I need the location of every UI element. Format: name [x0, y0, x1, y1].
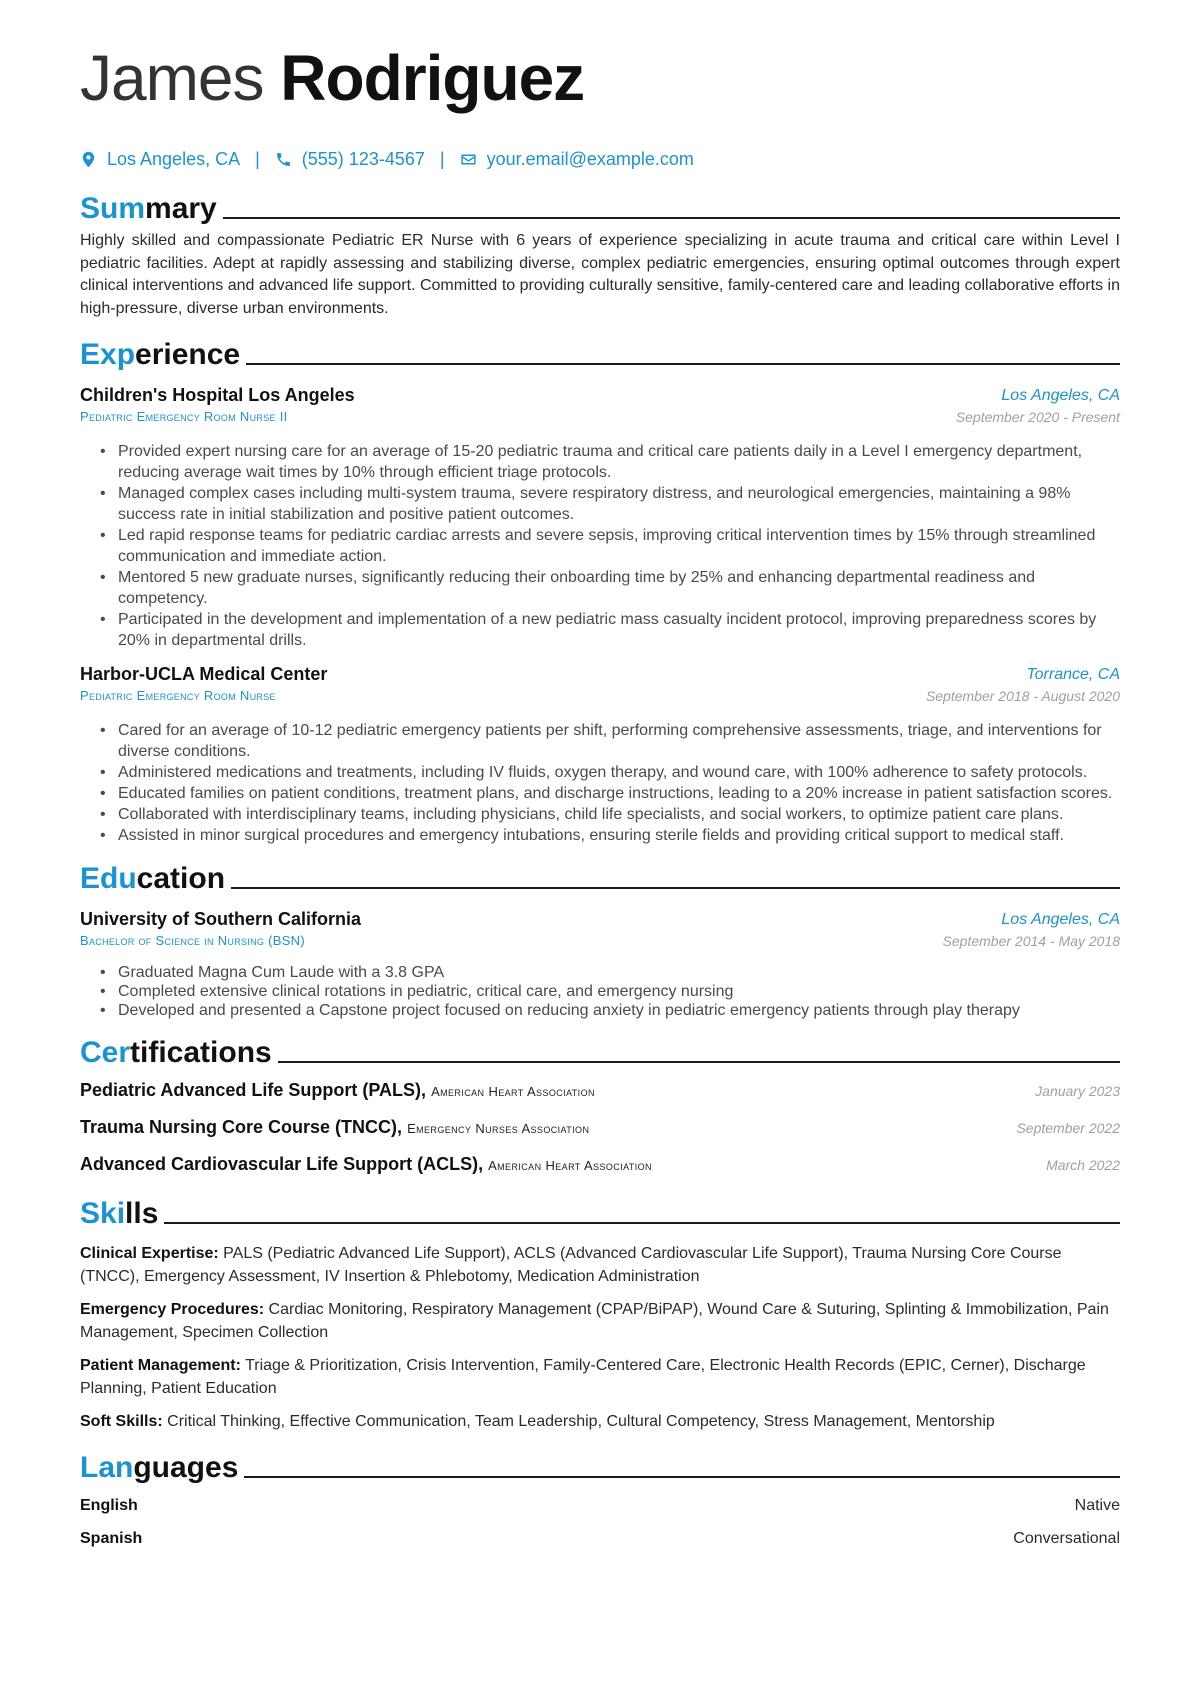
list-item: • Provided expert nursing care for an average of 15-20 pediatric trauma and critical care patients daily in a Level I emergency department, reducing average wait times by 10% through efficient triage protocols.	[100, 441, 1120, 483]
school-location: Los Angeles, CA	[1001, 911, 1120, 928]
location-text: Los Angeles, CA	[107, 148, 241, 169]
summary-text: Highly skilled and compassionate Pediatric ER Nurse with 6 years of experience specializing in acute trauma and critical care within Level I pediatric facilities. Adept at rapidly assessing and stabilizing diverse, complex pediatric emergencies, ensuring optimal outcomes through expert clinical interventions and advanced life support. Committed to providing culturally sensitive, family-centered care and leading collaborative efforts in high-pressure, diverse urban environments.	[80, 232, 1120, 317]
job-bullets	[80, 720, 1120, 846]
degree: Bachelor of Science in Nursing (BSN)	[80, 933, 305, 948]
skill-group-label: Patient Management:	[80, 1357, 241, 1374]
section-title: Summary	[80, 192, 217, 225]
certification-item: Pediatric Advanced Life Support (PALS), American Heart Association January 2023	[80, 1080, 1120, 1100]
section-rule	[164, 1222, 1120, 1224]
first-name: James	[80, 42, 264, 114]
skill-group	[80, 1355, 1120, 1400]
job-title: Pediatric Emergency Room Nurse II	[80, 409, 288, 424]
certification-issuer: American Heart Association	[488, 1158, 652, 1173]
section-title: Languages	[80, 1450, 239, 1484]
map-pin-icon	[80, 151, 97, 168]
skill-group-text: Critical Thinking, Effective Communication, Team Leadership, Cultural Competency, Stress Management, Mentorship	[167, 1413, 995, 1430]
skill-group	[80, 1243, 1120, 1288]
skill-group-label: Emergency Procedures:	[80, 1301, 265, 1318]
certification-name: Pediatric Advanced Life Support (PALS)	[80, 1080, 422, 1100]
education-dates: September 2014 - May 2018	[942, 933, 1120, 949]
certifications-list	[80, 1080, 1120, 1191]
phone-icon	[275, 151, 292, 168]
languages-heading	[80, 1445, 1120, 1485]
last-name: Rodriguez	[280, 42, 585, 114]
list-item: • Led rapid response teams for pediatric cardiac arrests and severe sepsis, improving critical intervention times by 15% through streamlined communication and immediate action.	[100, 525, 1120, 567]
list-item: • Administered medications and treatments, including IV fluids, oxygen therapy, and wound care, with 100% adherence to safety protocols.	[100, 762, 1120, 783]
job-bullets	[80, 441, 1120, 651]
section-rule	[278, 1061, 1120, 1063]
section-title: Skills	[80, 1197, 159, 1230]
skill-group	[80, 1411, 1120, 1434]
email-link[interactable]: your.email@example.com	[486, 148, 694, 169]
phone-text[interactable]: (555) 123-4567	[301, 148, 425, 169]
envelope-icon	[460, 151, 477, 168]
certification-date: March 2022	[1046, 1157, 1120, 1173]
job-entry	[80, 663, 1120, 846]
language-level: Native	[1074, 1496, 1120, 1514]
contact-separator: |	[255, 148, 260, 169]
experience-heading	[80, 332, 1120, 372]
list-item: • Collaborated with interdisciplinary teams, including physicians, child life specialists, and social workers, to optimize patient care plans.	[100, 804, 1120, 825]
list-item: • Mentored 5 new graduate nurses, significantly reducing their onboarding time by 25% and enhancing departmental readiness and competency.	[100, 567, 1120, 609]
skills-list	[80, 1243, 1120, 1434]
list-item: • Completed extensive clinical rotations in pediatric, critical care, and emergency nursing	[100, 982, 1120, 1001]
list-item: • Cared for an average of 10-12 pediatric emergency patients per shift, performing comprehensive assessments, triage, and interventions for diverse conditions.	[100, 720, 1120, 762]
section-rule	[244, 1476, 1120, 1478]
certification-date: September 2022	[1016, 1120, 1120, 1136]
education-heading	[80, 856, 1120, 896]
employer-name: Children's Hospital Los Angeles	[80, 385, 355, 405]
section-title: Certifications	[80, 1036, 272, 1069]
contact-separator: |	[439, 148, 445, 169]
certification-name: Advanced Cardiovascular Life Support (ACLS)	[80, 1154, 479, 1174]
list-item: • Participated in the development and implementation of a new pediatric mass casualty incident protocol, improving preparedness scores by 20% in departmental drills.	[100, 609, 1120, 651]
skill-group	[80, 1299, 1120, 1344]
list-item: • Developed and presented a Capstone project focused on reducing anxiety in pediatric emergency patients through play therapy	[100, 1001, 1120, 1020]
certification-name: Trauma Nursing Core Course (TNCC)	[80, 1117, 398, 1137]
contact-phone[interactable]	[275, 149, 425, 170]
language-level: Conversational	[1013, 1529, 1120, 1547]
certification-item: Advanced Cardiovascular Life Support (ACLS), American Heart Association March 2022	[80, 1154, 1120, 1174]
list-item: • Graduated Magna Cum Laude with a 3.8 GPA	[100, 963, 1120, 982]
list-item: • Educated families on patient conditions, treatment plans, and discharge instructions, leading to a 20% increase in patient satisfaction scores.	[100, 783, 1120, 804]
language-name: English	[80, 1496, 138, 1514]
education-entry	[80, 908, 1120, 1020]
employer-name: Harbor-UCLA Medical Center	[80, 664, 328, 684]
school-name: University of Southern California	[80, 909, 362, 929]
language-row	[80, 1528, 1120, 1561]
job-location: Los Angeles, CA	[1001, 387, 1120, 404]
certification-issuer: American Heart Association	[431, 1084, 595, 1099]
summary-heading	[80, 186, 1120, 226]
job-location: Torrance, CA	[1026, 666, 1120, 683]
job-title: Pediatric Emergency Room Nurse	[80, 688, 276, 703]
section-rule	[246, 363, 1120, 365]
contact-location	[80, 149, 240, 170]
section-title: Experience	[80, 338, 241, 371]
certification-item: Trauma Nursing Core Course (TNCC), Emergency Nurses Association September 2022	[80, 1117, 1120, 1137]
section-title: Education	[80, 862, 226, 895]
skill-group-label: Clinical Expertise:	[80, 1245, 219, 1262]
job-dates: September 2018 - August 2020	[925, 688, 1120, 704]
certification-date: January 2023	[1035, 1083, 1120, 1099]
education-bullets	[80, 963, 1120, 1020]
certifications-heading	[80, 1030, 1120, 1070]
list-item: • Managed complex cases including multi-system trauma, severe respiratory distress, and neurological emergencies, maintaining a 98% success rate in initial stabilization and positive patient outcomes.	[100, 483, 1120, 525]
resume-page	[80, 38, 1120, 1561]
skill-group-text: Cardiac Monitoring, Respiratory Management (CPAP/BiPAP), Wound Care & Suturing, Splinting & Immobilization, Pain Management, Specimen Collection	[80, 1301, 1109, 1341]
section-rule	[231, 887, 1120, 889]
contact-email[interactable]	[460, 149, 694, 170]
language-row	[80, 1495, 1120, 1528]
list-item: • Assisted in minor surgical procedures and emergency intubations, ensuring sterile fields and providing critical support to medical staff.	[100, 825, 1120, 846]
skills-heading	[80, 1191, 1120, 1231]
certification-issuer: Emergency Nurses Association	[407, 1121, 590, 1136]
languages-list	[80, 1495, 1120, 1561]
language-name: Spanish	[80, 1529, 143, 1547]
job-entry	[80, 384, 1120, 651]
candidate-name	[80, 38, 1120, 118]
skill-group-label: Soft Skills:	[80, 1413, 163, 1430]
skill-group-text: PALS (Pediatric Advanced Life Support), ACLS (Advanced Cardiovascular Life Support), Trauma Nursing Core Course (TNCC), Emergency Assessment, IV Insertion & Phlebotomy, Medication Administration	[80, 1245, 1062, 1285]
skill-group-text: Triage & Prioritization, Crisis Intervention, Family-Centered Care, Electronic Health Records (EPIC, Cerner), Discharge Planning, Patient Education	[80, 1357, 1086, 1397]
section-rule	[223, 217, 1120, 219]
contact-bar	[80, 146, 1120, 172]
job-dates: September 2020 - Present	[955, 409, 1120, 425]
